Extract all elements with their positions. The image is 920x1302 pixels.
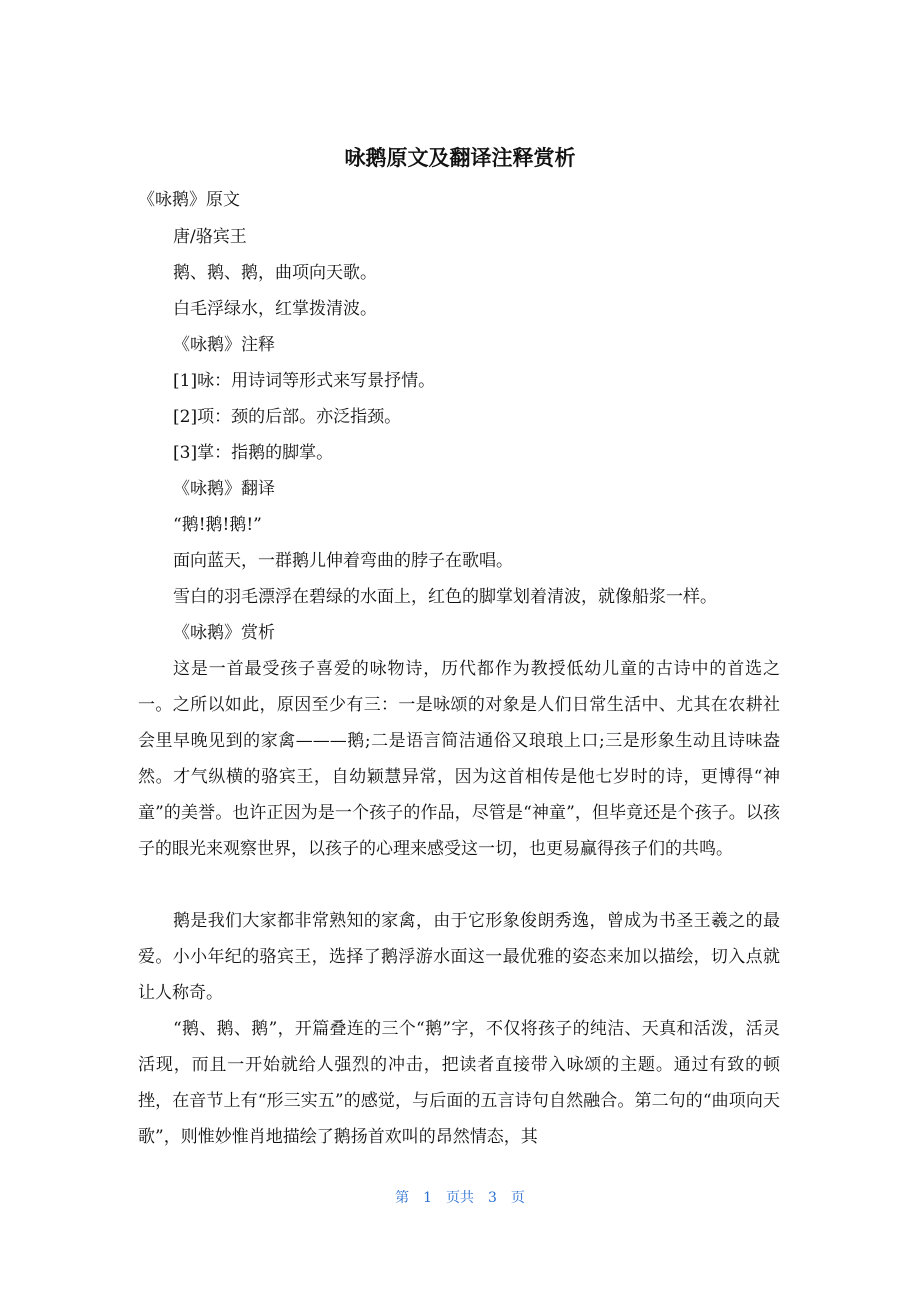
- note-item-1: [1]咏：用诗词等形式来写景抒情。: [173, 371, 436, 391]
- appreciation-paragraph-3: “鹅、鹅、鹅”，开篇叠连的三个“鹅”字，不仅将孩子的纯洁、天真和活泼，活灵活现，而且一开始就给人强烈的冲击，把读者直接带入咏颂的主题。通过有致的顿挫，在音节上有“形三实五”的感觉，与后面的五言诗句自然融合。第二句的“曲项向天歌”，则惟妙惟肖地描绘了鹅扬首欢叫的昂然情态，其: [138, 1019, 780, 1147]
- note-item-2: [2]项：颈的后部。亦泛指颈。: [173, 407, 402, 427]
- appreciation-paragraph-1: 这是一首最受孩子喜爱的咏物诗，历代都作为教授低幼儿童的古诗中的首选之一。之所以如此，原因至少有三：一是咏颂的对象是人们日常生活中、尤其在农耕社会里早晚见到的家禽———鹅;二是语言简洁通俗又琅琅上口;三是形象生动且诗味盎然。才气纵横的骆宾王，自幼颖慧异常，因为这首相传是他七岁时的诗，更博得“神童”的美誉。也许正因为是一个孩子的作品，尽管是“神童”，但毕竟还是个孩子。以孩子的眼光来观察世界，以孩子的心理来感受这一切，也更易赢得孩子们的共鸣。: [138, 659, 780, 859]
- poem-line-1: 鹅、鹅、鹅，曲项向天歌。: [173, 263, 377, 283]
- page-footer: [0, 1186, 920, 1210]
- translation-line-3: 雪白的羽毛漂浮在碧绿的水面上，红色的脚掌划着清波，就像船浆一样。: [173, 587, 717, 607]
- appreciation-paragraph-2: 鹅是我们大家都非常熟知的家禽，由于它形象俊朗秀逸，曾成为书圣王羲之的最爱。小小年纪的骆宾王，选择了鹅浮游水面这一最优雅的姿态来加以描绘，切入点就让人称奇。: [138, 911, 780, 1003]
- translation-heading: 《咏鹅》翻译: [173, 479, 275, 499]
- original-heading: 《咏鹅》原文: [138, 190, 240, 210]
- appreciation-heading: 《咏鹅》赏析: [173, 623, 275, 643]
- poem-author: 唐/骆宾王: [173, 227, 247, 247]
- note-item-3: [3]掌：指鹅的脚掌。: [173, 443, 334, 463]
- footer-total-pages: 3: [488, 1190, 497, 1206]
- page-title: 咏鹅原文及翻译注释赏析: [344, 146, 576, 170]
- footer-prefix: 第: [395, 1190, 410, 1206]
- translation-line-1: “鹅!鹅!鹅!”: [173, 515, 262, 535]
- notes-heading: 《咏鹅》注释: [173, 335, 275, 355]
- footer-current-page: 1: [423, 1190, 432, 1206]
- footer-middle: 页共: [446, 1190, 474, 1206]
- footer-suffix: 页: [510, 1190, 525, 1206]
- poem-line-2: 白毛浮绿水，红掌拨清波。: [173, 299, 377, 319]
- translation-line-2: 面向蓝天，一群鹅儿伸着弯曲的脖子在歌唱。: [173, 551, 513, 571]
